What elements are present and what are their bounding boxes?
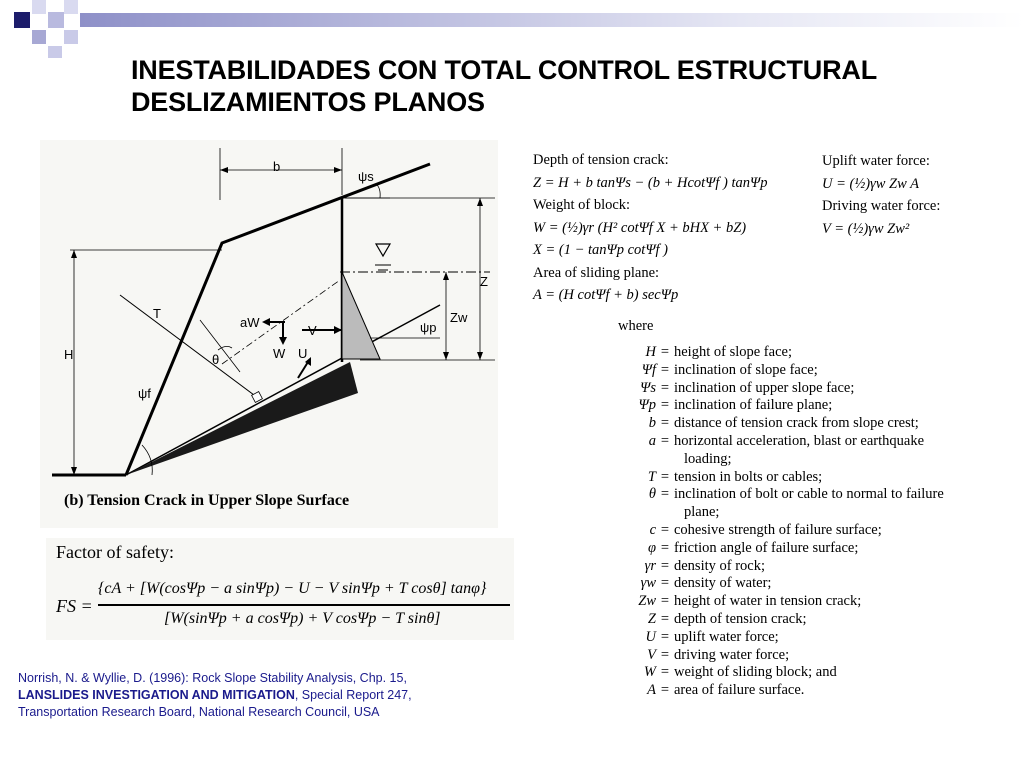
label-psi-s: ψs [358, 169, 374, 184]
legend-equals [656, 504, 674, 522]
legend-row [622, 451, 944, 469]
where-label: where [618, 318, 654, 334]
legend-symbol [622, 504, 656, 522]
legend-symbol: γr [644, 557, 656, 574]
fs-numerator: {cA + [W(cosΨp − a sinΨp) − U − V sinΨp + T cosθ] tanφ} [98, 580, 487, 597]
legend-equals: = [660, 379, 670, 396]
title-line-1: INESTABILIDADES CON TOTAL CONTROL ESTRUCTURAL [131, 55, 877, 85]
legend-definition: height of water in tension crack; [674, 593, 862, 610]
legend-equals: = [660, 628, 670, 645]
legend-symbol: W [643, 664, 656, 681]
decor-square [64, 30, 78, 44]
legend-row [622, 575, 944, 593]
legend-symbol: Ψf [641, 361, 656, 378]
legend-definition: inclination of bolt or cable to normal to failure [674, 486, 944, 503]
legend-symbol: b [648, 415, 656, 432]
legend-symbol: U [645, 628, 656, 645]
arrowhead [477, 198, 483, 206]
legend-row [622, 397, 944, 415]
decor-square [32, 0, 46, 14]
legend-definition: area of failure surface. [674, 682, 805, 699]
arrowhead [220, 167, 228, 173]
legend-symbol: θ [648, 486, 656, 503]
legend-definition: plane; [684, 504, 720, 521]
legend-row [622, 629, 944, 647]
symbol-legend [622, 344, 944, 700]
legend-equals: = [660, 664, 670, 681]
legend-symbol: γw [640, 575, 656, 592]
depth-eq: Z = H + b tanΨs − (b + HcotΨf ) tanΨp [533, 174, 768, 191]
legend-symbol: Ψp [638, 397, 656, 414]
area-title: Area of sliding plane: [533, 264, 660, 281]
legend-row [622, 611, 944, 629]
legend-row [622, 540, 944, 558]
legend-equals: = [660, 432, 670, 449]
arrowhead [334, 167, 342, 173]
slope-face [126, 164, 430, 475]
decor-square [32, 30, 46, 44]
header-decoration [0, 0, 1024, 60]
decor-square [48, 46, 62, 58]
citation-line-2 [18, 687, 412, 704]
legend-row [622, 558, 944, 576]
label-aw: aW [240, 315, 260, 330]
uplift-title: Uplift water force: [822, 153, 930, 169]
legend-equals: = [660, 521, 670, 538]
label-zw: Zw [450, 310, 468, 325]
arrowhead [443, 352, 449, 360]
bolt-line [120, 295, 258, 398]
legend-definition: density of rock; [674, 557, 766, 574]
citation-bold: LANSLIDES INVESTIGATION AND MITIGATION [18, 688, 295, 702]
water-table-symbol [376, 244, 390, 256]
legend-definition: uplift water force; [674, 628, 779, 645]
legend-definition: density of water; [674, 575, 772, 592]
legend-symbol: V [647, 646, 656, 663]
legend-row [622, 415, 944, 433]
label-theta: θ [212, 352, 220, 367]
legend-definition: horizontal acceleration, blast or earthquake [674, 432, 925, 449]
area-eq: A = (H cotΨf + b) secΨp [533, 287, 679, 303]
citation-line-3: Transportation Research Board, National Research Council, USA [18, 705, 380, 719]
legend-definition: inclination of failure plane; [674, 397, 833, 414]
depth-title: Depth of tension crack: [533, 152, 669, 168]
legend-definition: weight of sliding block; and [674, 664, 837, 681]
legend-equals: = [660, 486, 670, 503]
legend-row [622, 504, 944, 522]
legend-symbol: A [647, 682, 656, 699]
factor-of-safety [46, 538, 514, 640]
legend-symbol: φ [647, 539, 656, 556]
legend-row [622, 469, 944, 487]
legend-symbol: H [645, 344, 656, 360]
decor-square [14, 12, 30, 28]
legend-row [622, 647, 944, 665]
uplift-eq: U = (½)γw Zw A [822, 175, 920, 192]
legend-equals: = [660, 344, 670, 360]
legend-definition: tension in bolts or cables; [674, 468, 823, 485]
psi-s-arc [376, 184, 380, 198]
legend-definition: driving water force; [674, 646, 790, 663]
legend-row [622, 344, 944, 362]
citation-line-1: Norrish, N. & Wyllie, D. (1996): Rock Slope Stability Analysis, Chp. 15, [18, 671, 407, 685]
legend-row [622, 362, 944, 380]
water-pressure-triangle [342, 272, 380, 359]
decor-square [48, 12, 64, 28]
bolt-plate [252, 392, 263, 403]
legend-row [622, 486, 944, 504]
legend-symbol [622, 451, 656, 469]
fs-lhs: FS = [56, 596, 93, 616]
legend-row [622, 522, 944, 540]
equations-right [822, 150, 940, 240]
legend-definition: cohesive strength of failure surface; [674, 521, 882, 538]
psi-f-arc [142, 445, 152, 475]
legend-equals: = [660, 575, 670, 592]
driving-title: Driving water force: [822, 198, 941, 214]
legend-definition: friction angle of failure surface; [674, 539, 859, 556]
legend-row [622, 664, 944, 682]
label-b: b [273, 159, 281, 174]
fs-title: Factor of safety: [56, 542, 174, 562]
arrowhead [443, 272, 449, 280]
normal-line [200, 320, 240, 372]
arrowhead [262, 318, 270, 326]
legend-symbol: a [648, 432, 656, 449]
legend-definition: loading; [684, 450, 732, 467]
title-line-2: DESLIZAMIENTOS PLANOS [131, 87, 485, 117]
weight-title: Weight of block: [533, 197, 631, 213]
legend-definition: height of slope face; [674, 344, 792, 360]
legend-equals: = [660, 468, 670, 485]
driving-eq: V = (½)γw Zw² [822, 220, 910, 237]
label-h: H [64, 347, 74, 362]
slope-diagram [40, 140, 498, 528]
legend-equals: = [660, 415, 670, 432]
theta-arc [218, 346, 232, 350]
label-t: T [153, 306, 161, 321]
legend-equals: = [660, 646, 670, 663]
legend-symbol: Ψs [640, 379, 656, 396]
decor-square [64, 0, 78, 14]
equations-left [533, 149, 767, 307]
arrowhead [71, 250, 77, 258]
fs-denominator: [W(sinΨp + a cosΨp) + V cosΨp − T sinθ] [164, 610, 441, 627]
arrowhead [477, 352, 483, 360]
uplift-wedge [126, 362, 358, 475]
legend-equals: = [660, 397, 670, 414]
slide-title [131, 54, 877, 118]
label-psi-f: ψf [138, 386, 151, 401]
arrowhead [279, 337, 287, 345]
legend-row [622, 682, 944, 700]
figure-caption: (b) Tension Crack in Upper Slope Surface [64, 492, 350, 509]
legend-equals: = [660, 682, 670, 699]
label-u: U [298, 346, 308, 361]
legend-row [622, 380, 944, 398]
label-w: W [273, 346, 286, 361]
legend-definition: depth of tension crack; [674, 610, 807, 627]
label-z: Z [480, 274, 488, 289]
legend-row [622, 593, 944, 611]
legend-equals: = [660, 593, 670, 610]
u-arrow [298, 362, 308, 378]
weight-eq: W = (½)γr (H² cotΨf X + bHX + bZ) [533, 219, 747, 236]
legend-symbol: Zw [638, 593, 656, 610]
legend-definition: inclination of upper slope face; [674, 379, 855, 396]
legend-symbol: c [649, 521, 656, 538]
legend-equals: = [660, 610, 670, 627]
legend-symbol: Z [647, 610, 656, 627]
legend-equals: = [660, 539, 670, 556]
citation-line-2-rest: , Special Report 247, [294, 688, 412, 702]
fs-fraction-bar [98, 604, 510, 606]
legend-definition: inclination of slope face; [674, 361, 818, 378]
legend-equals: = [660, 557, 670, 574]
label-v: V [308, 323, 317, 338]
decor-gradient-bar [80, 13, 1024, 27]
legend-symbol: T [647, 468, 656, 485]
legend-equals: = [660, 361, 670, 378]
legend-definition: distance of tension crack from slope crest; [674, 415, 919, 432]
label-psi-p: ψp [420, 320, 437, 335]
citation [18, 670, 412, 721]
legend-row [622, 433, 944, 451]
legend-equals [656, 451, 674, 469]
x-eq: X = (1 − tanΨp cotΨf ) [533, 242, 668, 258]
